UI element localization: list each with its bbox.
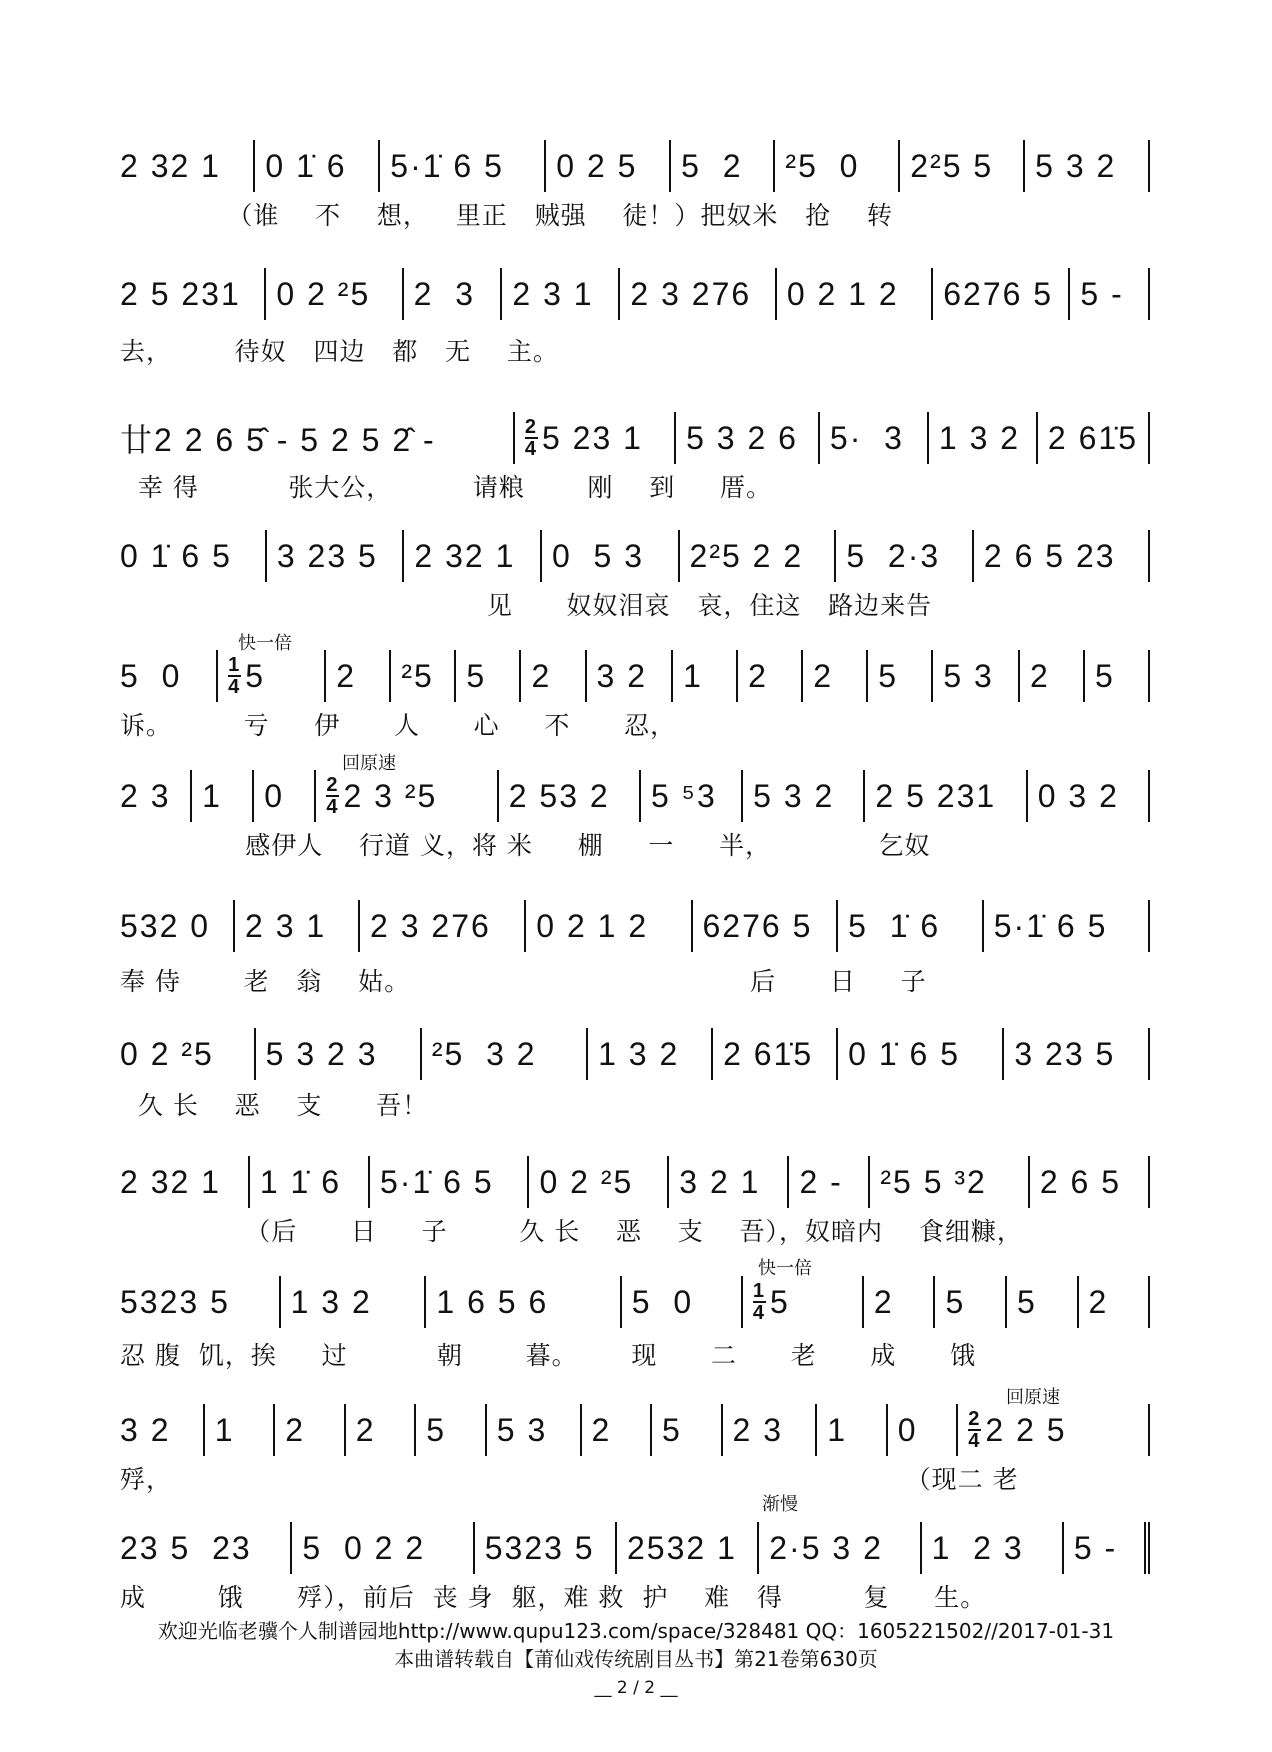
measure xyxy=(680,530,837,582)
notes: 5323 5 xyxy=(484,1529,595,1566)
notes: 532 0 xyxy=(120,907,211,944)
measure xyxy=(587,650,674,702)
notes: 2 6 5 xyxy=(1039,1163,1121,1200)
notes: 0 2 ²5 xyxy=(276,275,371,312)
notes: 2 xyxy=(355,1411,376,1448)
notes: 2 2 5 xyxy=(985,1411,1067,1448)
measure xyxy=(1064,1522,1150,1574)
notes: 5 xyxy=(466,657,487,694)
measure xyxy=(713,1028,838,1080)
measure xyxy=(974,530,1150,582)
notes: 3 2 1 xyxy=(679,1163,761,1200)
measure xyxy=(1028,770,1150,822)
measure xyxy=(789,1156,870,1208)
staff-row xyxy=(120,404,1150,464)
measure xyxy=(588,1028,713,1080)
notes: 6276 5 xyxy=(702,907,813,944)
measure xyxy=(865,770,1027,822)
notes: ²5 5 ³2 xyxy=(880,1163,987,1200)
tempo-mark-slowing: 渐慢 xyxy=(762,1494,798,1515)
measure xyxy=(192,770,254,822)
notes: 2 32 1 xyxy=(120,1163,221,1200)
notes: 5 xyxy=(245,657,266,694)
notes: 2 xyxy=(591,1411,612,1448)
notes: 2 53 2 xyxy=(508,777,610,814)
measure xyxy=(820,412,929,464)
measure xyxy=(120,1156,250,1208)
lyrics-line: （后 日 子 久 长 恶 支 吾），奴暗内 食细糠， xyxy=(120,1217,1023,1246)
measure xyxy=(316,770,498,822)
measure xyxy=(836,530,974,582)
notes: 5 xyxy=(426,1411,447,1448)
measure xyxy=(275,1404,346,1456)
measure xyxy=(487,1404,582,1456)
ts-denominator: 4 xyxy=(752,1302,766,1324)
measure xyxy=(1079,1276,1151,1328)
measure xyxy=(255,140,380,192)
notes: 5 xyxy=(1095,657,1115,694)
notes: 3 2 xyxy=(596,657,647,694)
ts-numerator: 2 xyxy=(326,774,340,796)
measure xyxy=(521,650,586,702)
footer-source: 本曲谱转载自【莆仙戏传统剧目丛书】第21卷第630页 xyxy=(394,1647,878,1671)
notes: 3 23 5 xyxy=(1014,1035,1116,1072)
lyrics-line: 见 奴奴泪哀 哀，住这 路边来告 xyxy=(120,591,933,620)
measure xyxy=(838,900,984,952)
notes: 1 3 2 xyxy=(598,1035,680,1072)
notes: 5· 3 xyxy=(829,419,904,456)
measure xyxy=(743,1276,864,1328)
measure xyxy=(120,770,192,822)
notes: 2 5 231 xyxy=(875,777,997,814)
measure xyxy=(515,412,676,464)
tempo-mark-resume: 回原速 xyxy=(1006,1387,1060,1408)
notes: 5 xyxy=(769,1283,790,1320)
notes: 0 1̇ 6 xyxy=(265,147,347,184)
notes: 2 3 1 xyxy=(512,275,594,312)
notes: 0 1̇ 6 5 xyxy=(120,537,232,574)
measure xyxy=(404,268,503,320)
measure xyxy=(360,900,526,952)
staff-row xyxy=(120,1148,1150,1208)
ts-denominator: 4 xyxy=(228,676,242,698)
measure xyxy=(370,1156,529,1208)
measure xyxy=(1025,140,1150,192)
notes: 2 - xyxy=(799,1163,843,1200)
lyrics-line: 成 饿 殍），前后 丧 身 躯，难 救 护 难 得 复 生。 xyxy=(120,1583,987,1612)
ts-numerator: 1 xyxy=(228,654,242,676)
tempo-mark-resume: 回原速 xyxy=(342,753,396,774)
staff-row xyxy=(120,522,1150,582)
notes: 2 5 231 xyxy=(120,275,241,312)
notes: 2²5 2 2 xyxy=(689,537,804,574)
notes: 1 6 5 6 xyxy=(436,1283,549,1320)
notes: 5 0 xyxy=(631,1283,694,1320)
tempo-mark-faster: 快一倍 xyxy=(758,1258,812,1279)
measure xyxy=(120,1276,281,1328)
notes: 2 3 ²5 xyxy=(343,777,438,814)
measure xyxy=(120,650,218,702)
lyrics-line: 久 长 恶 支 吾！ xyxy=(120,1091,429,1120)
notes: 1 xyxy=(683,657,703,694)
notes: 5 3 2 3 xyxy=(265,1035,378,1072)
lyrics-line: 去， 待奴 四边 都 无 主。 xyxy=(120,337,559,366)
notes: 3 23 5 xyxy=(276,537,378,574)
measure xyxy=(256,1028,422,1080)
notes: 2·5 3 2 xyxy=(769,1529,883,1566)
measure xyxy=(281,1276,427,1328)
ts-numerator: 2 xyxy=(524,416,538,438)
measure xyxy=(803,650,868,702)
measure xyxy=(380,140,546,192)
measure xyxy=(669,1156,789,1208)
measure xyxy=(1020,650,1085,702)
measure xyxy=(120,1522,292,1574)
notes: 2 3 276 xyxy=(630,275,752,312)
measure xyxy=(868,650,933,702)
notes: 0 5 3 xyxy=(551,537,645,574)
time-signature xyxy=(326,775,339,817)
notes: 廿2 2 6 5̂ - 5 2 5 2̂ - xyxy=(120,422,436,458)
measure xyxy=(120,530,267,582)
notes: 5 ⁵3 xyxy=(650,777,717,814)
measure xyxy=(475,1522,617,1574)
measure xyxy=(546,140,671,192)
notes: 5 3 xyxy=(496,1411,548,1448)
footer-credit: 欢迎光临老骥个人制谱园地http://www.qupu123.com/space/328481 QQ：1605221502//2017-01-31 xyxy=(157,1619,1115,1643)
notes: 5 0 xyxy=(120,657,182,694)
notes: 0 xyxy=(264,777,285,814)
staff-row xyxy=(120,260,1150,320)
page-number: __ 2 / 2 __ xyxy=(594,1678,678,1698)
measure xyxy=(326,650,391,702)
ts-numerator: 1 xyxy=(752,1280,766,1302)
notes: 2 xyxy=(1029,657,1050,694)
measure xyxy=(738,650,803,702)
notes: 5 3 2 6 xyxy=(686,419,798,456)
notes: 2 61̇5 xyxy=(1047,419,1138,456)
notes: 5 xyxy=(1016,1283,1037,1320)
measure xyxy=(499,770,641,822)
measure xyxy=(267,530,405,582)
notes: 5 2 xyxy=(681,147,743,184)
staff-row xyxy=(120,762,1150,822)
measure xyxy=(775,140,900,192)
notes: 2 3 xyxy=(120,777,171,814)
notes: 5 3 xyxy=(943,657,994,694)
measure xyxy=(416,1404,487,1456)
notes: 1 xyxy=(827,1411,848,1448)
measure xyxy=(870,1156,1029,1208)
notes: 2 32 1 xyxy=(120,147,221,184)
notes: 2 xyxy=(748,657,768,694)
notes: 2 3 xyxy=(413,275,475,312)
notes: 1 2 3 xyxy=(931,1529,1024,1566)
notes: 5·1̇ 6 5 xyxy=(380,1163,494,1200)
notes: 5 - xyxy=(1073,1529,1118,1566)
notes: 2 3 xyxy=(732,1411,783,1448)
ts-denominator: 4 xyxy=(326,796,340,818)
measure xyxy=(620,268,776,320)
notes: 2532 1 xyxy=(626,1529,737,1566)
notes: 5 xyxy=(945,1283,966,1320)
notes: 5 xyxy=(878,657,899,694)
measure xyxy=(205,1404,276,1456)
lyrics-line: 幸 得 张大公， 请粮 刚 到 厝。 xyxy=(120,473,772,502)
measure xyxy=(900,140,1025,192)
measure xyxy=(582,1404,653,1456)
notes: 23 5 23 xyxy=(120,1529,252,1566)
notes: 2 xyxy=(336,657,357,694)
notes: 5 3 2 xyxy=(753,777,835,814)
measure xyxy=(617,1522,759,1574)
measure xyxy=(693,900,839,952)
notes: 5 2·3 xyxy=(846,537,941,574)
measure xyxy=(1007,1276,1079,1328)
measure xyxy=(1030,1156,1150,1208)
notes: 2 xyxy=(1088,1283,1109,1320)
measure xyxy=(120,900,235,952)
measure xyxy=(743,770,865,822)
measure xyxy=(391,650,456,702)
notes: ²5 3 2 xyxy=(431,1035,537,1072)
notes: 5323 5 xyxy=(120,1283,230,1320)
notes: 6276 5 xyxy=(943,275,1054,312)
notes: 0 1̇ 6 5 xyxy=(848,1035,960,1072)
measure xyxy=(120,412,515,464)
time-signature xyxy=(968,1409,981,1451)
notes: 0 2 ²5 xyxy=(120,1035,214,1072)
measure xyxy=(404,530,542,582)
measure xyxy=(838,1028,1004,1080)
notes: 1 3 2 xyxy=(290,1283,372,1320)
measure xyxy=(218,650,326,702)
notes: 1 xyxy=(214,1411,235,1448)
lyrics-line: 奉 侍 老 翁 姑。 后 日 子 xyxy=(120,967,927,996)
staff-row xyxy=(120,1020,1150,1080)
measure xyxy=(933,268,1070,320)
notes: 0 2 5 xyxy=(556,147,638,184)
measure xyxy=(426,1276,621,1328)
measure xyxy=(502,268,620,320)
time-signature xyxy=(525,417,538,459)
notes: 1 xyxy=(202,777,222,814)
notes: 5·1̇ 6 5 xyxy=(993,907,1108,944)
notes: 2 32 1 xyxy=(414,537,516,574)
measure xyxy=(422,1028,588,1080)
notes: 5 - xyxy=(1080,275,1124,312)
measure xyxy=(120,1404,205,1456)
measure xyxy=(671,140,775,192)
ts-numerator: 2 xyxy=(968,1408,982,1430)
notes: 2 61̇5 xyxy=(723,1035,814,1072)
measure xyxy=(526,900,692,952)
measure xyxy=(120,140,255,192)
measure xyxy=(1070,268,1150,320)
measure xyxy=(622,1276,743,1328)
measure xyxy=(984,900,1150,952)
tempo-mark-faster: 快一倍 xyxy=(238,633,292,654)
notes: 5 0 2 2 xyxy=(302,1529,426,1566)
measure xyxy=(1085,650,1150,702)
notes: 0 3 2 xyxy=(1037,777,1119,814)
notes: 5 1̇ 6 xyxy=(848,907,941,944)
measure xyxy=(935,1276,1007,1328)
notes: 5 3 2 xyxy=(1035,147,1117,184)
measure xyxy=(958,1404,1150,1456)
staff-row xyxy=(120,1514,1150,1574)
lyrics-line: （谁 不 想， 里正 贼强 徒！）把奴米 抢 转 xyxy=(120,201,894,230)
measure xyxy=(120,1028,256,1080)
measure xyxy=(922,1522,1064,1574)
notes: 1 3 2 xyxy=(938,419,1021,456)
measure xyxy=(723,1404,818,1456)
measure xyxy=(529,1156,669,1208)
staff-row xyxy=(120,1396,1150,1456)
measure xyxy=(641,770,743,822)
measure xyxy=(254,770,316,822)
notes: ²5 0 xyxy=(785,147,860,184)
measure xyxy=(933,650,1020,702)
ts-denominator: 4 xyxy=(524,438,538,460)
notes: 0 2 ²5 xyxy=(539,1163,634,1200)
measure xyxy=(120,268,266,320)
notes: 2 xyxy=(813,657,834,694)
notes: 2 xyxy=(531,657,552,694)
time-signature xyxy=(753,1281,766,1323)
measure xyxy=(250,1156,370,1208)
measure xyxy=(652,1404,723,1456)
lyrics-line: 忍 腹 饥，挨 过 朝 暮。 现 二 老 成 饿 xyxy=(120,1341,977,1370)
notes: 0 2 1 2 xyxy=(536,907,649,944)
measure xyxy=(1004,1028,1150,1080)
notes: 5·1̇ 6 5 xyxy=(390,147,504,184)
staff-row xyxy=(120,132,1150,192)
notes: 0 2 1 2 xyxy=(786,275,899,312)
measure xyxy=(929,412,1038,464)
notes: 5 23 1 xyxy=(541,419,643,456)
measure xyxy=(673,650,738,702)
measure xyxy=(676,412,820,464)
measure xyxy=(456,650,521,702)
measure xyxy=(292,1522,474,1574)
notes: 0 xyxy=(897,1411,918,1448)
measure xyxy=(888,1404,959,1456)
lyrics-line: 感伊人 行道 义，将 米 棚 一 半， 乞奴 xyxy=(120,831,931,860)
notes: 2 6 5 23 xyxy=(983,537,1116,574)
measure xyxy=(777,268,933,320)
measure xyxy=(864,1276,936,1328)
measure xyxy=(1038,412,1150,464)
measure xyxy=(266,268,403,320)
measure xyxy=(759,1522,921,1574)
notes: ²5 xyxy=(401,657,434,694)
measure xyxy=(235,900,360,952)
notes: 5 xyxy=(662,1411,682,1448)
staff-row xyxy=(120,1268,1150,1328)
notes: 1 1̇ 6 xyxy=(259,1163,341,1200)
notes: 2²5 5 xyxy=(910,147,994,184)
lyrics-line: 诉。 亏 伊 人 心 不 忍， xyxy=(120,711,677,740)
notes: 3 2 xyxy=(120,1411,171,1448)
measure xyxy=(542,530,680,582)
notes: 2 3 276 xyxy=(370,907,491,944)
measure xyxy=(817,1404,888,1456)
measure xyxy=(346,1404,417,1456)
time-signature xyxy=(228,655,241,697)
notes: 2 xyxy=(285,1411,306,1448)
ts-denominator: 4 xyxy=(968,1430,982,1452)
notes: 2 xyxy=(873,1283,894,1320)
lyrics-line: 殍， （现二 老 xyxy=(120,1465,1019,1494)
notes: 2 3 1 xyxy=(245,907,327,944)
staff-row xyxy=(120,892,1150,952)
